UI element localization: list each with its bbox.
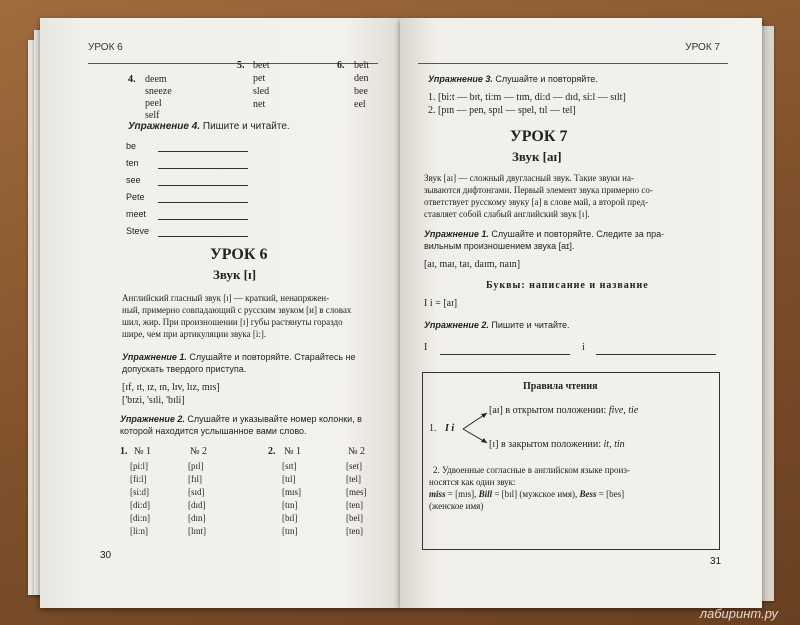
write-letter-i: i [582,342,585,353]
table1-c2-r6: [lɪnt] [188,526,206,536]
list6-word-3: bee [354,86,368,97]
table1-c2-r5: [dɪn] [188,513,206,523]
table1-header-2: № 2 [190,446,208,457]
l6-ex2-label: Упражнение 2. [120,414,185,424]
left-page [40,18,400,608]
l6-ex2-text-2: которой находится услышанное вами слово. [120,426,307,436]
table1-c1-r6: [li:n] [130,526,148,536]
table1-c1-r2: [fi:l] [130,474,147,484]
rule2-line-1: 2. Удвоенные согласные в английском языке произ- [433,465,630,475]
lesson6-para-line-4: шире, чем при артикуляции звука [i:]. [122,329,267,339]
list5-number: 5. [237,60,245,71]
l6-ex1-text-2: допускать твердого приступа. [122,364,247,374]
lesson6-para-line-2: ный, примерно совпадающий с русским звуком [и] в словах [122,305,352,315]
l6-ex1-text: Слушайте и повторяйте. Старайтесь не [189,352,356,362]
write-line-I [440,354,570,355]
rule1-closed [489,439,625,450]
l7-ex3-line-2: 2. [pɪn — pen, spɪl — spel, tɪl — tel] [428,105,576,116]
ex4-heading [128,121,290,132]
letters-line: I i = [aɪ] [424,298,458,309]
write-word-3: see [126,175,141,185]
rule2-bess-ipa: = [bes] [598,489,625,499]
table2-c2-r4: [ten] [346,500,363,510]
table1-c2-r2: [fɪl] [188,474,202,484]
letters-title: Буквы: написание и название [486,280,649,291]
list6-number: 6. [337,60,345,71]
list5-word-4: net [253,99,266,110]
l7-ex3-heading [428,74,598,84]
l7-ex2-heading [424,320,570,330]
lesson7-para-line-4: ставляет собой слабый английский звук [ɪ]. [424,209,590,219]
write-line-5 [158,219,248,220]
table1-c1-r3: [si:d] [130,487,149,497]
l7-ex1-line: [aɪ, maɪ, taɪ, daɪm, naɪn] [424,259,521,270]
rules-title: Правила чтения [523,381,598,392]
table1-c1-r5: [di:n] [130,513,150,523]
rule2-bill-ipa: = [bɪl] (мужское имя), [494,489,578,499]
table2-c2-r3: [mes] [346,487,367,497]
right-running-header [418,42,728,64]
list6-word-4: eel [354,99,366,110]
lesson6-title: УРОК 6 [210,246,268,263]
table2-number: 2. [268,446,276,457]
rule2-miss: miss [429,489,446,499]
rule1-closed-example: it, tin [603,439,625,450]
table1-number: 1. [120,446,128,457]
l6-ex1-line-2: ['bɪzi, 'sɪli, 'bɪli] [122,395,185,406]
list4-word-3: peel [145,98,162,109]
rule2-line-2: носятся как один звук: [429,477,516,487]
lesson7-title: УРОК 7 [510,128,568,145]
table1-c2-r1: [pɪl] [188,461,204,471]
rule1-letter: I i [445,423,455,434]
rule2-bill: Bill [478,489,493,499]
table1-header-1: № 1 [134,446,152,457]
write-word-2: ten [126,158,139,168]
table2-c1-r4: [tɪn] [282,500,298,510]
list4-number: 4. [128,74,136,85]
write-line-4 [158,202,248,203]
l7-ex1-text: Слушайте и повторяйте. Следите за пра- [491,229,665,239]
right-page [400,18,762,608]
l7-ex2-label: Упражнение 2. [424,320,489,330]
l7-ex2-text: Пишите и читайте. [491,320,570,330]
rule2-line-3 [429,489,624,499]
l6-ex1-heading [122,352,356,362]
list4-word-2: sneeze [145,86,172,97]
rule1-open-example: five, tie [608,405,639,416]
ex4-text: Пишите и читайте. [202,121,290,132]
write-word-1: be [126,141,137,151]
table1-c1-r4: [di:d] [130,500,150,510]
page-stack-right [760,26,774,601]
list6-word-1: belt [354,60,369,71]
rule1-open [489,405,638,416]
list6-word-2: den [354,73,369,84]
rule1-open-text: в открытом положении: [505,405,607,416]
write-word-4: Pete [126,192,145,202]
rule2-line-4: (женское имя) [429,501,484,511]
lesson7-para-line-2: зываются дифтонгами. Первый элемент звука примерно со- [424,185,653,195]
lesson6-para-line-1: Английский гласный звук [ɪ] — краткий, ненапряжен- [122,293,330,303]
table1-c2-r4: [dɪd] [188,500,206,510]
rule1-number: 1. [429,423,437,434]
left-page-number: 30 [100,550,112,561]
list5-word-2: pet [253,73,266,84]
table1-c1-r1: [pi:l] [130,461,148,471]
table2-c1-r5: [bɪl] [282,513,298,523]
write-letter-I: I [424,342,428,353]
l7-ex3-label: Упражнение 3. [428,74,493,84]
l6-ex1-line-1: [ɪf, ɪt, ɪz, ɪn, lɪv, lɪz, mɪs] [122,382,220,393]
rule1-closed-text: в закрытом положении: [500,439,602,450]
rule1-closed-sound: [ɪ] [489,439,499,450]
rule2-miss-ipa: = [mɪs], [447,489,477,499]
left-header-text: УРОК 6 [88,42,123,53]
lesson6-para-line-3: шил, жир. При произношении [ɪ] губы растянуты гораздо [122,317,343,327]
write-line-6 [158,236,248,237]
lesson6-sound-title: Звук [ɪ] [213,267,257,282]
table2-c2-r1: [set] [346,461,362,471]
watermark: лабиринт.ру [699,606,778,621]
l7-ex1-heading [424,229,664,239]
l6-ex2-text: Слушайте и указывайте номер колонки, в [187,414,362,424]
table2-c2-r6: [ten] [346,526,363,536]
write-line-2 [158,168,248,169]
table1-c2-r3: [sɪd] [188,487,205,497]
l6-ex1-label: Упражнение 1. [122,352,187,362]
lesson7-para-line-3: ответствует русскому звуку [а] в слове май, а второй пред- [424,197,649,207]
l7-ex1-label: Упражнение 1. [424,229,489,239]
l7-ex3-line-1: 1. [bi:t — bɪt, ti:m — tɪm, di:d — dɪd, si:l — sɪlt] [428,92,626,103]
table2-c1-r3: [mɪs] [282,487,301,497]
rule2-bess: Bess [579,489,597,499]
lesson7-sound-title: Звук [aɪ] [512,149,562,164]
table2-header-2: № 2 [348,446,366,457]
table2-c1-r2: [tɪl] [282,474,296,484]
reading-rules-box [422,372,720,550]
write-line-3 [158,185,248,186]
left-running-header [88,42,378,64]
l7-ex3-text: Слушайте и повторяйте. [495,74,598,84]
right-header-text: УРОК 7 [685,42,720,53]
list4-word-1: deem [145,74,167,85]
table2-header-1: № 1 [284,446,302,457]
rule1-open-sound: [aɪ] [489,405,503,416]
table2-c1-r6: [tɪn] [282,526,298,536]
ex4-label: Упражнение 4. [128,121,201,132]
write-word-6: Steve [126,226,150,236]
list5-word-3: sled [253,86,270,97]
write-word-5: meet [126,209,147,219]
l7-ex1-text-2: вильным произношением звука [aɪ]. [424,241,575,251]
table2-c2-r2: [tel] [346,474,361,484]
rule1-arrows [461,409,491,449]
table2-c2-r5: [bel] [346,513,363,523]
right-page-number: 31 [710,556,722,567]
l6-ex2-heading [120,414,362,424]
table2-c1-r1: [sɪt] [282,461,297,471]
write-line-1 [158,151,248,152]
write-line-i [596,354,716,355]
list4-word-4: self [145,110,160,121]
lesson7-para-line-1: Звук [aɪ] — сложный двугласный звук. Такие звуки на- [424,173,634,183]
list5-word-1: beet [253,60,270,71]
